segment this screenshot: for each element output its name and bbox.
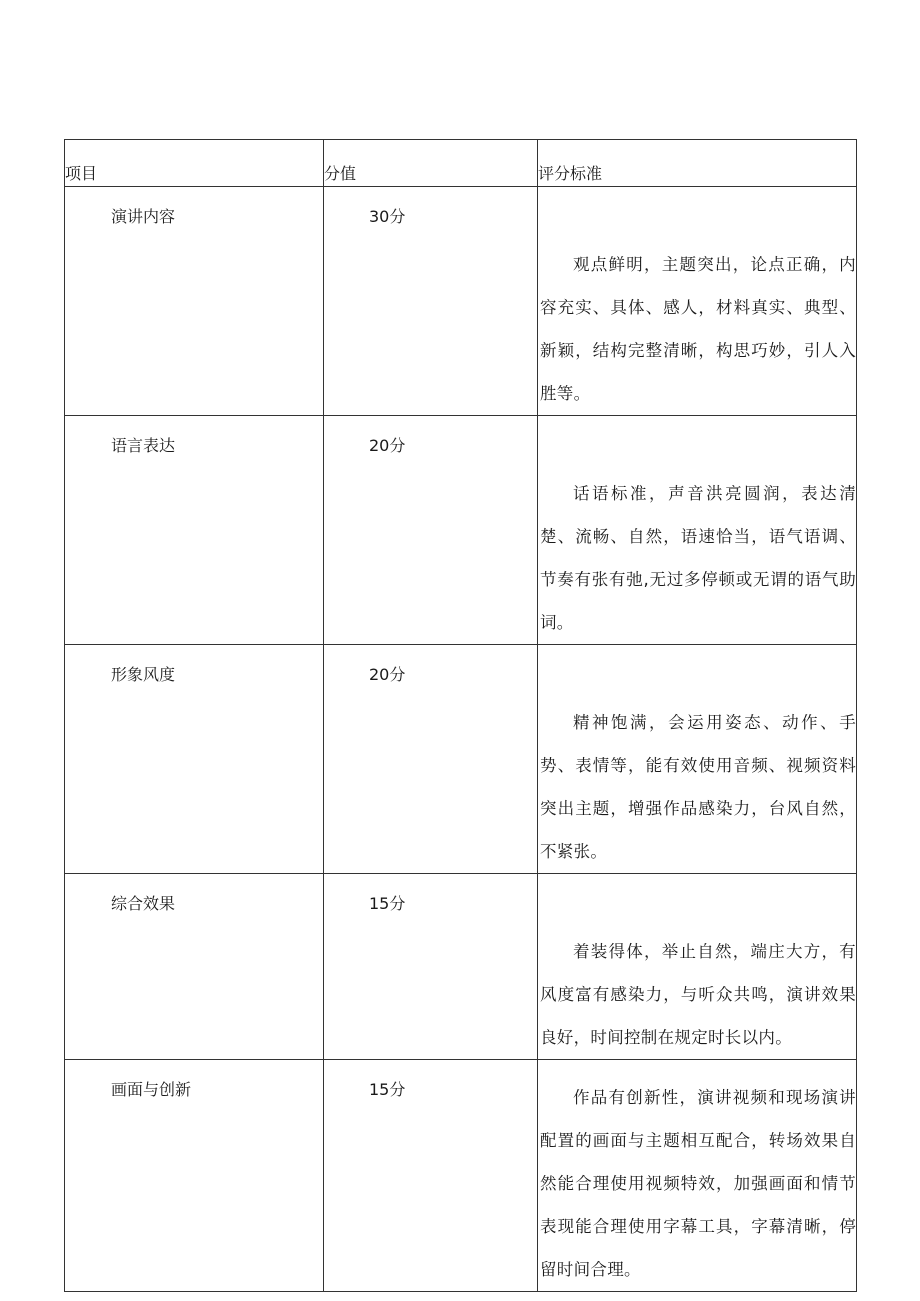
score-value: 15分 <box>369 1080 406 1099</box>
item-cell <box>65 874 324 1060</box>
item-cell <box>65 416 324 645</box>
criteria-text: 精神饱满，会运用姿态、动作、手势、表情等，能有效使用音频、视频资料突出主题，增强作品感染力，台风自然，不紧张。 <box>540 713 856 861</box>
score-value: 20分 <box>369 436 406 455</box>
score-cell <box>324 874 538 1060</box>
score-cell <box>324 645 538 874</box>
item-label: 画面与创新 <box>111 1080 192 1099</box>
scoring-table <box>64 139 857 1292</box>
header-criteria: 评分标准 <box>538 140 857 187</box>
item-cell <box>65 1060 324 1292</box>
criteria-text: 观点鲜明，主题突出，论点正确，内容充实、具体、感人，材料真实、典型、新颖，结构完整清晰，构思巧妙，引人入胜等。 <box>540 255 856 403</box>
criteria-cell <box>538 874 857 1060</box>
table-row <box>65 187 857 416</box>
header-score: 分值 <box>324 140 538 187</box>
score-value: 30分 <box>369 207 406 226</box>
table-row <box>65 416 857 645</box>
criteria-cell <box>538 187 857 416</box>
score-value: 15分 <box>369 894 406 913</box>
score-cell <box>324 1060 538 1292</box>
criteria-cell <box>538 416 857 645</box>
score-cell <box>324 416 538 645</box>
criteria-text: 着装得体，举止自然，端庄大方，有风度富有感染力，与听众共鸣，演讲效果良好，时间控制在规定时长以内。 <box>540 942 856 1047</box>
item-label: 演讲内容 <box>111 207 176 226</box>
table-header-row <box>65 140 857 187</box>
item-label: 综合效果 <box>111 894 176 913</box>
score-value: 20分 <box>369 665 406 684</box>
item-cell <box>65 645 324 874</box>
item-label: 形象风度 <box>111 665 176 684</box>
table-row <box>65 1060 857 1292</box>
item-label: 语言表达 <box>111 436 176 455</box>
score-cell <box>324 187 538 416</box>
criteria-text: 话语标准，声音洪亮圆润，表达清楚、流畅、自然，语速恰当，语气语调、节奏有张有弛,无过多停顿或无谓的语气助词。 <box>540 484 856 632</box>
header-item: 项目 <box>65 140 324 187</box>
table-row <box>65 874 857 1060</box>
criteria-cell <box>538 645 857 874</box>
table-row <box>65 645 857 874</box>
item-cell <box>65 187 324 416</box>
criteria-text: 作品有创新性，演讲视频和现场演讲配置的画面与主题相互配合，转场效果自然能合理使用视频特效，加强画面和情节表现能合理使用字幕工具，字幕清晰，停留时间合理。 <box>540 1088 856 1279</box>
criteria-cell <box>538 1060 857 1292</box>
